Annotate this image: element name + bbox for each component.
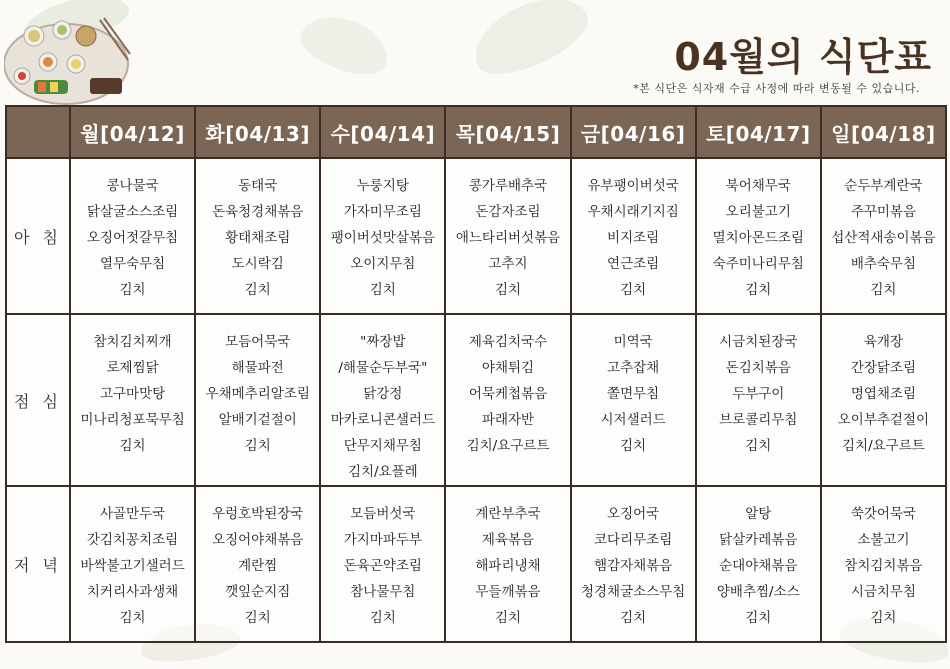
menu-cell bbox=[445, 314, 570, 486]
menu-item: 로제찜닭 bbox=[106, 360, 159, 376]
menu-item: 파래자반 bbox=[481, 412, 535, 428]
menu-item: 고추잡채 bbox=[607, 360, 660, 376]
menu-item: 김치/요구르트 bbox=[466, 438, 550, 454]
menu-item: 유부팽이버섯국 bbox=[587, 178, 679, 194]
menu-cell bbox=[70, 158, 195, 314]
menu-item: 시금치된장국 bbox=[719, 334, 798, 350]
menu-item: 돈김치볶음 bbox=[725, 360, 791, 376]
menu-item: 김치 bbox=[494, 610, 522, 626]
food-tray-illustration bbox=[4, 14, 132, 108]
page-title: 04월의 식단표 bbox=[674, 35, 932, 79]
menu-item: 바싹불고기샐러드 bbox=[80, 558, 185, 574]
menu-item: 가지마파두부 bbox=[343, 532, 422, 548]
menu-item: 누룽지탕 bbox=[356, 178, 409, 194]
menu-item: 도시락김 bbox=[231, 256, 284, 272]
menu-item: 북어채무국 bbox=[725, 178, 791, 194]
menu-item: 양배추찜/소스 bbox=[716, 584, 800, 600]
day-header: 목[04/15] bbox=[445, 106, 570, 158]
table-header-row bbox=[6, 106, 946, 158]
menu-item: 해물파전 bbox=[231, 360, 284, 376]
menu-item: 김치 bbox=[244, 438, 271, 454]
header bbox=[0, 0, 950, 104]
menu-item: 시저샐러드 bbox=[600, 412, 666, 428]
menu-item: 김치 bbox=[244, 610, 271, 626]
menu-item: 무들깨볶음 bbox=[475, 584, 541, 600]
menu-cell bbox=[70, 486, 195, 642]
menu-item: 오징어젓갈무침 bbox=[86, 230, 179, 246]
menu-cell bbox=[445, 158, 570, 314]
menu-item: 돈육곤약조림 bbox=[343, 558, 422, 574]
menu-item: 닭살굴소스조림 bbox=[86, 204, 179, 220]
menu-item: 모듬버섯국 bbox=[350, 506, 416, 522]
menu-item: 알탕 bbox=[745, 506, 772, 522]
menu-item: 김치 bbox=[244, 282, 271, 298]
menu-item: 김치 bbox=[369, 282, 396, 298]
menu-item: 모듬어묵국 bbox=[225, 334, 291, 350]
menu-cell bbox=[696, 158, 821, 314]
menu-item: /해물순두부국" bbox=[338, 360, 428, 376]
corner-cell bbox=[6, 106, 70, 158]
menu-item: 고추지 bbox=[488, 256, 528, 272]
day-header: 수[04/14] bbox=[320, 106, 445, 158]
menu-item: 멸치아몬드조림 bbox=[712, 230, 804, 246]
menu-item: 제육볶음 bbox=[481, 532, 535, 548]
menu-item: 코다리무조림 bbox=[594, 532, 673, 548]
menu-item: 해파리냉채 bbox=[475, 558, 541, 574]
menu-item: 가자미무조림 bbox=[343, 204, 422, 220]
menu-item: 간장닭조림 bbox=[850, 360, 917, 376]
menu-cell bbox=[696, 314, 821, 486]
menu-cell bbox=[320, 486, 445, 642]
menu-item: 황태채조림 bbox=[225, 230, 291, 246]
menu-cell bbox=[696, 486, 821, 642]
menu-cell bbox=[821, 314, 946, 486]
menu-item: 오이지무침 bbox=[350, 256, 416, 272]
menu-item: 명엽채조림 bbox=[850, 386, 917, 402]
menu-item: 두부구이 bbox=[732, 386, 785, 402]
menu-item: 소불고기 bbox=[857, 532, 910, 548]
menu-cell bbox=[571, 158, 696, 314]
day-header: 월[04/12] bbox=[70, 106, 195, 158]
menu-item: 우채메추리알조림 bbox=[205, 386, 310, 402]
meal-label: 아 침 bbox=[6, 158, 70, 314]
menu-item: 동태국 bbox=[238, 178, 278, 194]
menu-cell bbox=[571, 486, 696, 642]
menu-item: 김치 bbox=[620, 438, 647, 454]
menu-cell bbox=[821, 158, 946, 314]
menu-item: 단무지채무침 bbox=[343, 438, 422, 454]
menu-item: 청경채굴소스무침 bbox=[580, 584, 686, 600]
menu-item: 김치 bbox=[745, 438, 772, 454]
menu-item: 오징어국 bbox=[607, 506, 660, 522]
menu-item: 야채튀김 bbox=[481, 360, 535, 376]
day-header: 토[04/17] bbox=[696, 106, 821, 158]
menu-item: 쫄면무침 bbox=[607, 386, 660, 402]
menu-item: 우렁호박된장국 bbox=[212, 506, 304, 522]
menu-item: 알배기겉절이 bbox=[218, 412, 297, 428]
menu-item: 참치김치볶음 bbox=[844, 558, 923, 574]
menu-item: 갓김치꽁치조림 bbox=[86, 532, 179, 548]
menu-item: 참치김치찌개 bbox=[93, 334, 172, 350]
menu-cell bbox=[195, 486, 320, 642]
table-row bbox=[6, 314, 946, 486]
menu-item: 미나리청포묵무침 bbox=[80, 412, 185, 428]
menu-cell bbox=[320, 158, 445, 314]
menu-item: 고구마맛탕 bbox=[99, 386, 166, 402]
menu-item: 사골만두국 bbox=[99, 506, 166, 522]
menu-item: 김치 bbox=[369, 610, 396, 626]
menu-item: 제육김치국수 bbox=[468, 334, 548, 350]
menu-cell bbox=[571, 314, 696, 486]
menu-cell bbox=[821, 486, 946, 642]
menu-item: 마카로니콘샐러드 bbox=[330, 412, 436, 428]
menu-item: 미역국 bbox=[613, 334, 653, 350]
day-header: 화[04/13] bbox=[195, 106, 320, 158]
menu-item: 돈감자조림 bbox=[475, 204, 541, 220]
meal-plan-table bbox=[5, 105, 947, 643]
menu-item: 연근조림 bbox=[607, 256, 660, 272]
menu-item: 김치/요구르트 bbox=[842, 438, 925, 454]
menu-item: 계란부추국 bbox=[475, 506, 541, 522]
menu-item: 김치 bbox=[745, 282, 772, 298]
menu-item: 쑥갓어묵국 bbox=[850, 506, 917, 522]
menu-item: 순대야채볶음 bbox=[719, 558, 798, 574]
menu-item: 애느타리버섯볶음 bbox=[455, 230, 561, 246]
menu-item: 돈육청경채볶음 bbox=[212, 204, 304, 220]
menu-cell bbox=[70, 314, 195, 486]
menu-item: 김치 bbox=[119, 610, 146, 626]
menu-item: 콩나물국 bbox=[106, 178, 159, 194]
menu-item: 김치 bbox=[870, 282, 897, 298]
menu-item: 김치 bbox=[620, 282, 647, 298]
table-row bbox=[6, 486, 946, 642]
menu-item: 비지조림 bbox=[607, 230, 660, 246]
menu-item: 김치/요플레 bbox=[347, 464, 418, 480]
menu-item: 순두부계란국 bbox=[844, 178, 923, 194]
menu-item: 숙주미나리무침 bbox=[712, 256, 804, 272]
menu-item: 오리불고기 bbox=[725, 204, 791, 220]
menu-item: 김치 bbox=[119, 282, 146, 298]
menu-item: 치커리사과생채 bbox=[86, 584, 179, 600]
menu-item: 김치 bbox=[119, 438, 146, 454]
menu-item: 열무숙무침 bbox=[99, 256, 166, 272]
day-header: 금[04/16] bbox=[571, 106, 696, 158]
menu-item: 김치 bbox=[620, 610, 647, 626]
menu-item: 팽이버섯맛살볶음 bbox=[330, 230, 436, 246]
menu-item: 우채시래기지짐 bbox=[587, 204, 679, 220]
menu-item: 어묵케첩볶음 bbox=[468, 386, 548, 402]
menu-item: 육개장 bbox=[863, 334, 903, 350]
day-header: 일[04/18] bbox=[821, 106, 946, 158]
menu-item: 시금치무침 bbox=[850, 584, 917, 600]
menu-cell bbox=[445, 486, 570, 642]
menu-cell bbox=[195, 158, 320, 314]
table-row bbox=[6, 158, 946, 314]
menu-item: 햄감자채볶음 bbox=[594, 558, 673, 574]
menu-item: 깻잎순지짐 bbox=[225, 584, 291, 600]
menu-item: 오징어야채볶음 bbox=[212, 532, 304, 548]
meal-label: 점 심 bbox=[6, 314, 70, 486]
menu-item: 콩가루배추국 bbox=[468, 178, 548, 194]
menu-item: 계란찜 bbox=[238, 558, 278, 574]
menu-item: "짜장밥 bbox=[360, 334, 406, 350]
menu-item: 닭강정 bbox=[363, 386, 403, 402]
menu-item: 김치 bbox=[745, 610, 772, 626]
menu-cell bbox=[195, 314, 320, 486]
menu-item: 닭살카레볶음 bbox=[719, 532, 798, 548]
menu-item: 김치 bbox=[494, 282, 522, 298]
menu-item: 참나물무침 bbox=[350, 584, 416, 600]
menu-item: 오이부추겉절이 bbox=[837, 412, 930, 428]
menu-item: 섭산적새송이볶음 bbox=[831, 230, 936, 246]
menu-item: 브로콜리무침 bbox=[719, 412, 798, 428]
menu-cell bbox=[320, 314, 445, 486]
menu-item: 김치 bbox=[870, 610, 897, 626]
meal-label: 저 녁 bbox=[6, 486, 70, 642]
menu-item: 배추숙무침 bbox=[850, 256, 917, 272]
menu-item: 주꾸미볶음 bbox=[850, 204, 917, 220]
notice-text: *본 식단은 식자재 수급 사정에 따라 변동될 수 있습니다. bbox=[633, 82, 920, 95]
